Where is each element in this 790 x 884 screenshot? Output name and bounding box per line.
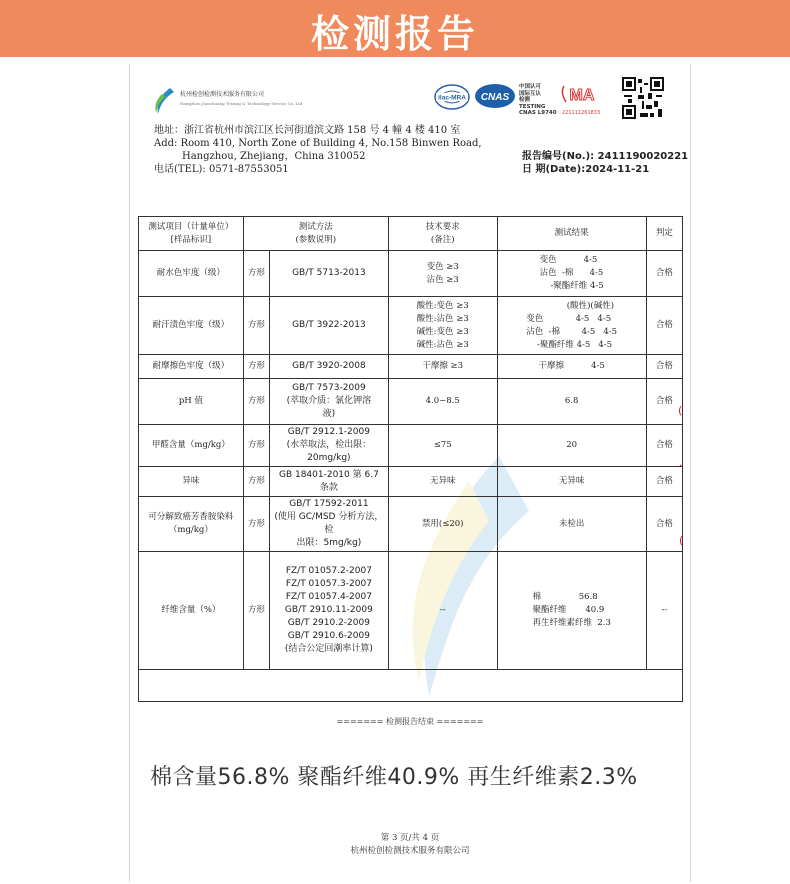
results-table <box>138 216 683 702</box>
cell-tag <box>243 297 269 355</box>
cell-result-line: -聚酯纤维 4-5 <box>539 281 604 291</box>
cell-verdict <box>646 355 682 379</box>
cell-requirement-line: ≤75 <box>433 440 452 450</box>
cell-item <box>139 497 244 552</box>
cell-method-line: GB/T 3920-2008 <box>292 361 366 371</box>
cell-method-line: (使用 GC/MSD 分析方法，检 <box>274 512 384 535</box>
cell-requirement <box>388 251 497 297</box>
cnas-text <box>519 84 557 117</box>
cell-tag <box>243 467 269 497</box>
cell-verdict <box>646 467 682 497</box>
cell-result <box>497 355 646 379</box>
cell-requirement <box>388 467 497 497</box>
cell-method-line: GB/T 2910.6-2009 <box>287 631 370 641</box>
cell-result-line: 沾色 -棉 4-5 4-5 <box>526 326 618 337</box>
cell-tag-line: 方形 <box>247 605 265 615</box>
cell-item-line: 纤维含量（%） <box>161 605 221 615</box>
cell-method-line: (结合公定回潮率计算) <box>284 644 373 654</box>
cma-number: 221111261833 <box>562 110 601 116</box>
header-requirement <box>388 217 497 251</box>
table-row <box>139 355 683 379</box>
svg-text:ilac-MRA: ilac-MRA <box>438 94 466 102</box>
cell-method-line: 条款 <box>319 482 338 493</box>
cell-requirement-line: 变色 ≥3 <box>426 261 459 272</box>
report-date: 日 期(Date):2024-11-21 <box>522 164 650 175</box>
header-result: 测试结果 <box>497 217 646 251</box>
cell-tag <box>243 552 269 670</box>
cell-method-line: (水萃取法，检出限：20mg/kg) <box>286 440 372 463</box>
cell-requirement <box>388 497 497 552</box>
cell-verdict-line: 合格 <box>655 518 673 529</box>
cell-result-line: 沾色 -棉 4-5 <box>539 268 604 278</box>
cell-method-line: GB/T 2912.1-2009 <box>287 427 370 437</box>
cell-method <box>269 467 388 497</box>
cell-tag-line: 方形 <box>247 476 265 486</box>
svg-text:CNAS: CNAS <box>480 92 510 103</box>
table-row <box>139 467 683 497</box>
cell-tag <box>243 251 269 297</box>
table-header-row <box>139 217 683 251</box>
cell-verdict-line: -- <box>661 605 668 615</box>
cell-item <box>139 425 244 467</box>
cell-verdict-line: 合格 <box>655 320 673 330</box>
table-row <box>139 297 683 355</box>
cma-icon <box>560 82 604 112</box>
header-item-label: 测试项目（计量单位） <box>148 221 234 232</box>
footer-company: 杭州检创检测技术服务有限公司 <box>350 846 470 856</box>
company-logo-icon <box>152 86 176 116</box>
cell-result-line: 聚酯纤维 40.9 <box>532 605 605 615</box>
header-verdict: 判定 <box>646 217 682 251</box>
cell-method-line: FZ/T 01057.4-2007 <box>285 592 372 602</box>
cell-result-line: 20 <box>566 440 578 450</box>
cnas-icon <box>474 82 516 110</box>
cell-method-line: 出限：5mg/kg) <box>296 538 362 548</box>
cell-item <box>139 379 244 425</box>
page-number: 第 3 页/共 4 页 <box>380 833 440 843</box>
svg-text:MA: MA <box>569 87 595 104</box>
cell-method-line: GB/T 2910.2-2009 <box>287 618 370 628</box>
company-name-cn: 杭州检创检测技术服务有限公司 <box>180 91 265 98</box>
company-name <box>180 90 320 108</box>
cell-verdict <box>646 251 682 297</box>
cnas-line: 国际互认 <box>519 90 542 97</box>
cell-result-line: 6.8 <box>564 396 579 406</box>
cell-result-line: 再生纤维素纤维 2.3 <box>532 618 611 628</box>
cell-requirement-line: 碱性:变色 ≥3 <box>416 326 469 337</box>
title-banner <box>0 0 790 57</box>
cell-method-line: GB 18401-2010 第 6.7 <box>278 469 379 480</box>
cell-method-line: GB/T 2910.11-2009 <box>284 605 373 615</box>
cell-method-line: GB/T 5713-2013 <box>292 268 366 278</box>
cell-item <box>139 552 244 670</box>
cell-requirement-line: 干摩擦 ≥3 <box>422 361 464 371</box>
cell-result-line: (酸性)(碱性) <box>526 300 615 311</box>
cell-method-line: GB/T 17592-2011 <box>289 499 369 509</box>
qr-code-icon <box>622 77 664 119</box>
cell-item-line: 异味 <box>182 476 200 486</box>
cell-result-line: 棉 56.8 <box>532 592 598 602</box>
cell-verdict-line: 合格 <box>655 361 673 371</box>
cell-method <box>269 355 388 379</box>
report-meta <box>522 150 688 176</box>
cell-result-line: 变色 4-5 4-5 <box>526 313 612 324</box>
address-block <box>154 124 482 176</box>
cell-item-line: 可分解致癌芳香胺染料（mg/kg） <box>148 512 234 535</box>
header-method-sub: (参数说明) <box>295 234 337 245</box>
cell-verdict-line: 合格 <box>655 268 673 278</box>
cnas-line: TESTING <box>519 103 546 110</box>
stamp-mark: · <box>679 459 683 472</box>
header-method-label: 测试方法 <box>298 221 333 232</box>
ilac-mra-icon <box>433 82 471 112</box>
cell-method-line: GB/T 3922-2013 <box>292 320 366 330</box>
cell-requirement-line: 碱性:沾色 ≥3 <box>416 339 469 350</box>
cell-method <box>269 552 388 670</box>
cell-tag-line: 方形 <box>247 518 265 529</box>
cell-method-line: (萃取介质：氯化钾溶 <box>286 396 372 406</box>
fiber-summary: 棉含量56.8% 聚酯纤维40.9% 再生纤维素2.3% <box>150 765 638 790</box>
cell-method <box>269 297 388 355</box>
table-row <box>139 497 683 552</box>
cell-tag <box>243 379 269 425</box>
cell-result-line: -聚酯纤维 4-5 4-5 <box>526 339 613 350</box>
report-number: 报告编号(No.): 2411190020221 <box>522 151 689 162</box>
cell-verdict <box>646 425 682 467</box>
banner-title: 检测报告 <box>310 12 479 56</box>
cell-requirement-line: 无异味 <box>429 476 456 486</box>
cell-item <box>139 251 244 297</box>
cell-item <box>139 355 244 379</box>
cell-item-line: 耐汗渍色牢度（级） <box>152 320 230 330</box>
cell-tag-line: 方形 <box>247 440 265 450</box>
cell-verdict-line: 合格 <box>655 396 673 406</box>
cell-method <box>269 251 388 297</box>
table-row <box>139 379 683 425</box>
address-en-line1: Add: Room 410, North Zone of Building 4, No.158 Binwen Road, <box>154 138 482 149</box>
table-row <box>139 552 683 670</box>
cell-tag-line: 方形 <box>247 396 265 406</box>
cell-method-line: FZ/T 01057.3-2007 <box>285 579 372 589</box>
cnas-line: CNAS L9740 <box>519 110 557 116</box>
cell-requirement <box>388 552 497 670</box>
page-footer <box>130 832 690 858</box>
signature-cell <box>139 670 683 702</box>
company-name-en: Hangzhou Jianchuang Testing & Technology Service Co.,Ltd <box>180 101 303 106</box>
cell-requirement <box>388 297 497 355</box>
cell-result <box>497 467 646 497</box>
report-end-line: ======= 检测报告结束 ======= <box>336 717 484 726</box>
cell-requirement-line: 酸性:沾色 ≥3 <box>416 313 469 324</box>
telephone: 电话(TEL): 0571-87553051 <box>154 164 289 175</box>
cell-requirement <box>388 355 497 379</box>
cell-requirement <box>388 425 497 467</box>
header-req-label: 技术要求 <box>425 221 460 232</box>
cell-requirement-line: -- <box>439 605 446 615</box>
cell-tag-line: 方形 <box>247 320 265 330</box>
header-req-sub: (备注) <box>430 234 455 245</box>
cell-item-line: 耐水色牢度（级） <box>156 268 225 278</box>
header-item-sub: [样品标识] <box>170 234 212 245</box>
cell-method <box>269 425 388 467</box>
cell-result <box>497 251 646 297</box>
cell-method <box>269 379 388 425</box>
cell-result <box>497 297 646 355</box>
cell-method-line: GB/T 7573-2009 <box>292 383 366 393</box>
cell-requirement-line: 酸性:变色 ≥3 <box>416 300 469 311</box>
cell-verdict <box>646 297 682 355</box>
cell-tag-line: 方形 <box>247 268 265 278</box>
cell-result-line: 未检出 <box>558 518 585 529</box>
header-method <box>243 217 388 251</box>
table-row <box>139 251 683 297</box>
stamp-mark: ( <box>679 534 684 547</box>
cell-item-line: pH 值 <box>178 396 203 406</box>
cell-result-line: 变色 4-5 <box>539 255 598 265</box>
signature-row <box>139 670 683 702</box>
cell-item-line: 耐摩擦色牢度（级） <box>152 361 230 371</box>
cell-method <box>269 497 388 552</box>
address-en-line2: Hangzhou, Zhejiang，China 310052 <box>182 151 366 162</box>
cell-result <box>497 379 646 425</box>
cell-requirement-line: 4.0~8.5 <box>425 396 460 406</box>
cell-requirement-line: 禁用(≤20) <box>421 518 464 529</box>
cell-result-line: 干摩擦 4-5 <box>538 361 605 371</box>
cnas-line: 中国认可 <box>519 84 542 90</box>
address-cn: 地址：浙江省杭州市滨江区长河街道滨文路 158 号 4 幢 4 楼 410 室 <box>154 125 461 136</box>
cell-result-line: 无异味 <box>558 476 585 486</box>
cell-item-line: 甲醛含量（mg/kg） <box>151 440 230 450</box>
cnas-line: 检测 <box>519 97 531 103</box>
cell-verdict <box>646 379 682 425</box>
cell-verdict <box>646 497 682 552</box>
cell-tag <box>243 355 269 379</box>
header-item <box>139 217 244 251</box>
report-page <box>129 64 691 882</box>
cell-result <box>497 425 646 467</box>
table-row <box>139 425 683 467</box>
cell-result <box>497 552 646 670</box>
cell-verdict-line: 合格 <box>655 440 673 450</box>
cell-verdict <box>646 552 682 670</box>
cell-tag <box>243 425 269 467</box>
stamp-mark: ( <box>678 404 683 417</box>
cell-tag-line: 方形 <box>247 361 265 371</box>
cell-result <box>497 497 646 552</box>
cell-item <box>139 297 244 355</box>
cell-requirement-line: 沾色 ≥3 <box>426 274 459 285</box>
cell-requirement <box>388 379 497 425</box>
cell-verdict-line: 合格 <box>655 476 673 486</box>
cell-item <box>139 467 244 497</box>
cell-method-line: FZ/T 01057.2-2007 <box>285 566 372 576</box>
cell-method-line: 液) <box>322 409 336 419</box>
cell-tag <box>243 497 269 552</box>
